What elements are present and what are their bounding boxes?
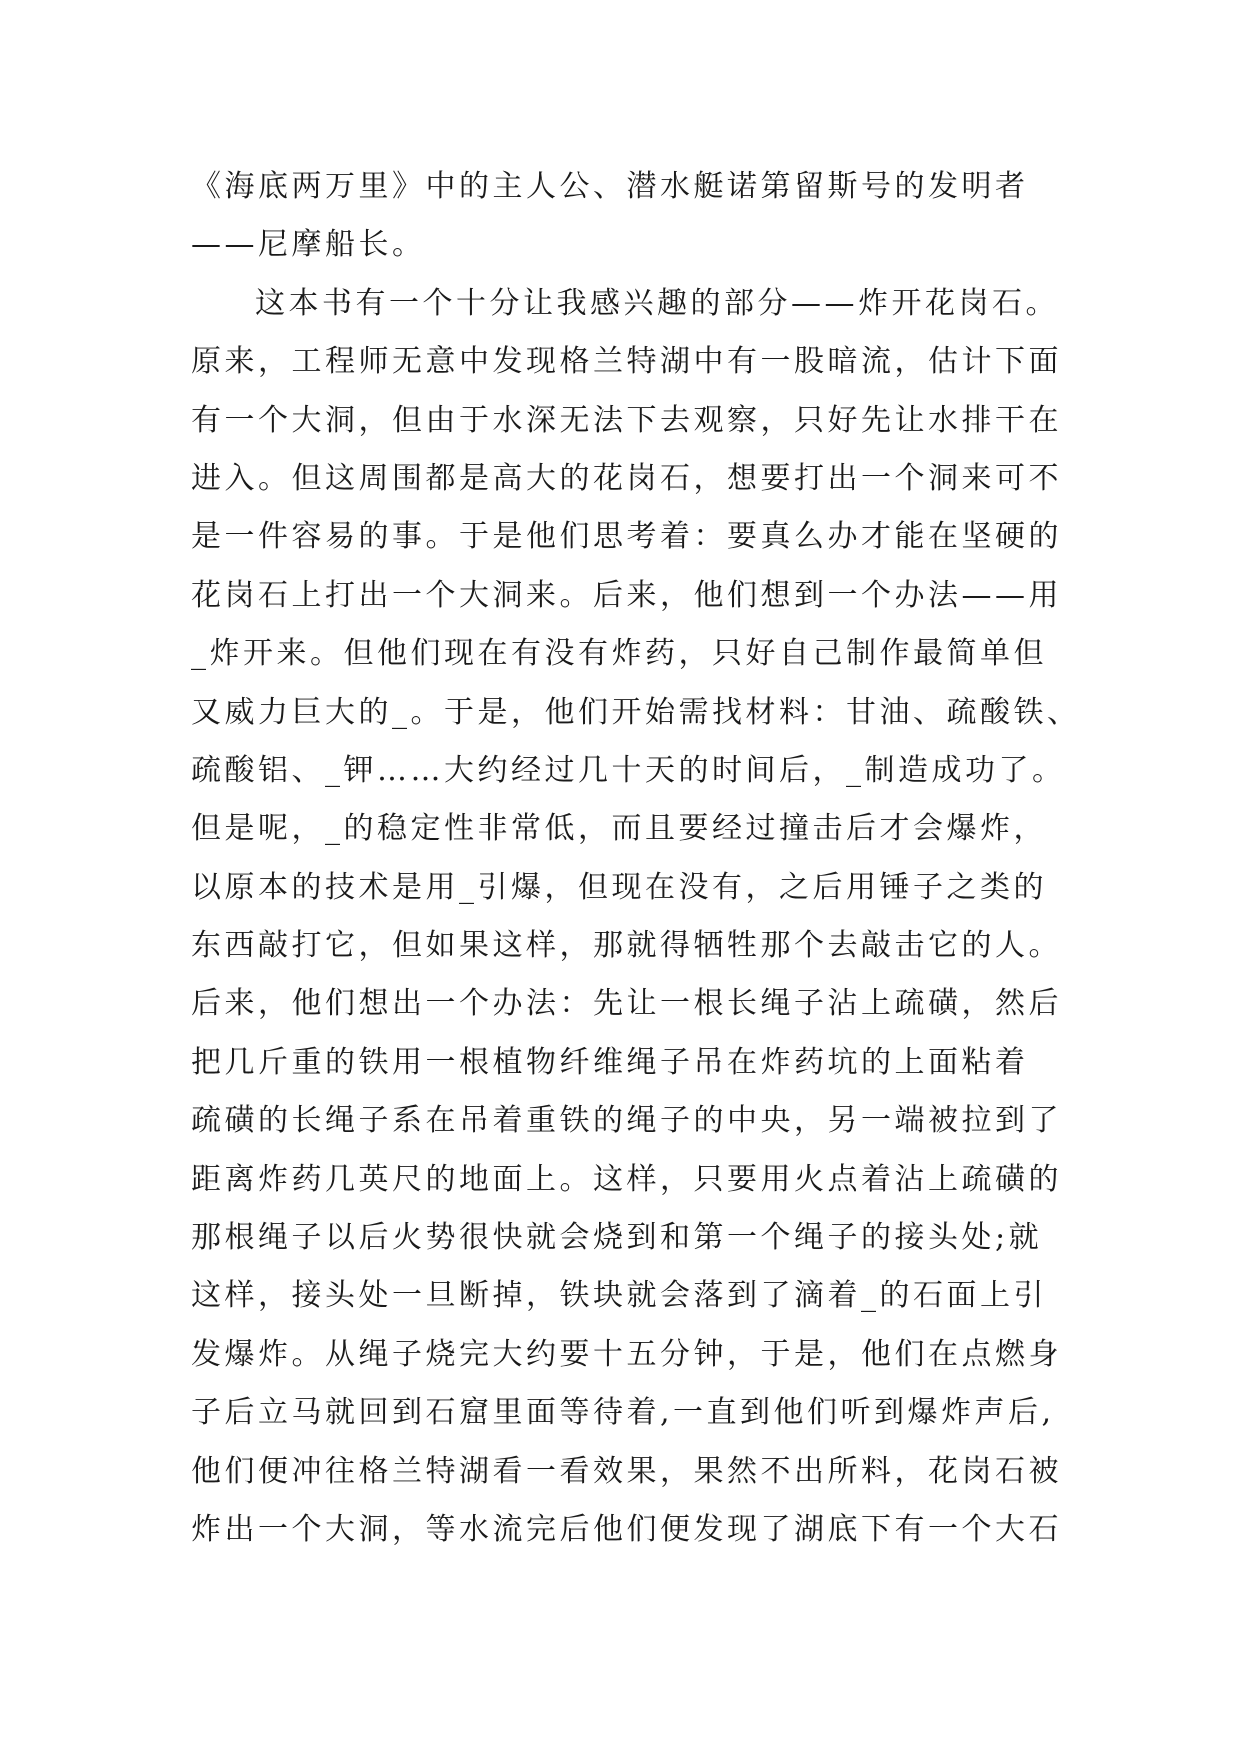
text-line: 把几斤重的铁用一根植物纤维绳子吊在炸药坑的上面粘着 [191,1044,1029,1080]
text-line: 以原本的技术是用_引爆，但现在没有，之后用锤子之类的 [191,869,1047,905]
text-line: 东西敲打它，但如果这样，那就得牺牲那个去敲击它的人。 [191,928,1062,964]
text-line: 疏磺的长绳子系在吊着重铁的绳子的中央，另一端被拉到了 [191,1103,1062,1139]
paragraph-start-line: 这本书有一个十分让我感兴趣的部分——炸开花岗石。 [255,285,1059,321]
text-line: ——尼摩船长。 [191,227,426,263]
text-line: 这样，接头处一旦断掉，铁块就会落到了滴着_的石面上引 [191,1278,1047,1314]
text-line: 原来，工程师无意中发现格兰特湖中有一股暗流，估计下面 [191,344,1062,380]
text-line: 又威力巨大的_。于是，他们开始需找材料：甘油、疏酸铁、 [191,694,1081,730]
text-line: 但是呢，_的稳定性非常低，而且要经过撞击后才会爆炸， [191,811,1047,847]
text-line: 《海底两万里》中的主人公、潜水艇诺第留斯号的发明者 [191,169,1029,204]
text-line: 有一个大洞，但由于水深无法下去观察，只好先让水排干在 [191,402,1062,438]
text-line: 是一件容易的事。于是他们思考着：要真么办才能在坚硬的 [191,519,1062,555]
text-line: 进入。但这周围都是高大的花岗石，想要打出一个洞来可不 [191,460,1062,496]
text-line: 发爆炸。从绳子烧完大约要十五分钟，于是，他们在点燃身 [191,1336,1062,1372]
text-line: 子后立马就回到石窟里面等待着,一直到他们听到爆炸声后, [191,1395,1055,1431]
text-line: 疏酸铝、_钾……大约经过几十天的时间后，_制造成功了。 [191,752,1066,788]
text-line: 他们便冲往格兰特湖看一看效果，果然不出所料，花岗石被 [191,1453,1062,1489]
text-line: 炸出一个大洞，等水流完后他们便发现了湖底下有一个大石 [191,1511,1062,1547]
text-line: 距离炸药几英尺的地面上。这样，只要用火点着沾上疏磺的 [191,1161,1062,1197]
body-text [191,158,1081,1559]
text-line: 后来，他们想出一个办法：先让一根长绳子沾上疏磺，然后 [191,986,1062,1022]
text-line: 花岗石上打出一个大洞来。后来，他们想到一个办法——用 [191,577,1062,613]
text-line: 那根绳子以后火势很快就会烧到和第一个绳子的接头处;就 [191,1220,1043,1256]
text-line: _炸开来。但他们现在有没有炸药，只好自己制作最简单但 [191,636,1047,672]
